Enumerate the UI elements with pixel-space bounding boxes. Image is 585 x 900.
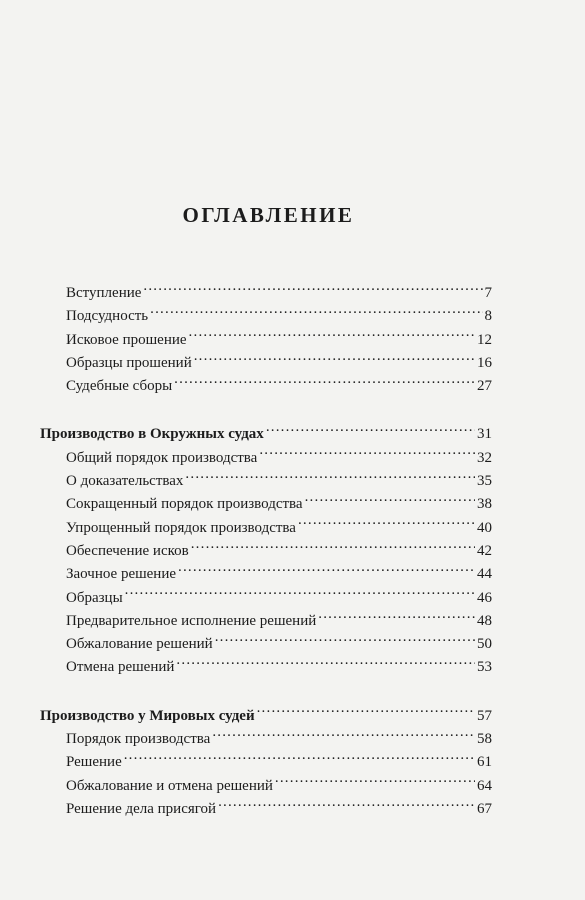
toc-entry-label: Заочное решение (66, 566, 177, 583)
toc-entry-label: Упрощенный порядок производства (66, 519, 296, 536)
toc-entry-label: Образцы прошений (66, 354, 192, 371)
dot-leader (266, 423, 475, 438)
toc-entry-label: Вступление (66, 285, 142, 301)
toc-entry-page: 61 (477, 754, 492, 771)
toc-entry-label: Общий порядок производства (66, 449, 258, 466)
toc-entry[interactable] (0, 540, 492, 563)
toc-entry[interactable] (0, 563, 492, 586)
toc-entry-label: Решение дела присягой (66, 800, 217, 817)
toc-entry-page: 42 (477, 542, 492, 559)
dot-leader (191, 540, 475, 555)
dot-leader (143, 282, 482, 297)
toc-entry[interactable] (0, 517, 492, 540)
toc-entry-page: 48 (477, 612, 492, 629)
toc-entry[interactable] (0, 633, 492, 656)
dot-leader (185, 470, 475, 485)
toc-entry-page: 8 (484, 308, 492, 325)
dot-leader (259, 447, 475, 462)
toc-entry[interactable] (0, 798, 492, 821)
toc-entry-page: 35 (477, 473, 492, 490)
toc-entry[interactable] (0, 329, 492, 352)
toc-entry-label: О доказательствах (66, 473, 184, 490)
toc-entry-page: 64 (477, 777, 492, 794)
toc-heading-label: Производство у Мировых судей (40, 707, 255, 724)
toc-section-district-courts (0, 423, 585, 679)
toc-entry-label: Сокращенный порядок производства (66, 496, 303, 513)
toc-heading-label: Производство в Окружных судах (40, 426, 264, 443)
toc-entry-page: 53 (477, 659, 492, 676)
toc-entry[interactable] (0, 352, 492, 375)
toc-entry[interactable] (0, 751, 492, 774)
toc-entry-page: 27 (477, 378, 492, 395)
toc-section-heading[interactable] (0, 705, 492, 728)
dot-leader (305, 493, 475, 508)
dot-leader (298, 517, 475, 532)
dot-leader (124, 751, 475, 766)
toc-entry-page: 32 (477, 449, 492, 466)
toc-entry[interactable] (0, 305, 492, 328)
toc-entry-label: Исковое прошение (66, 331, 187, 348)
toc-entry-label: Обжалование и отмена решений (66, 777, 273, 794)
toc-entry-page: 50 (477, 636, 492, 653)
dot-leader (174, 375, 475, 390)
toc-entry[interactable] (0, 656, 492, 679)
toc-section-intro (0, 282, 585, 398)
dot-leader (178, 563, 475, 578)
dot-leader (318, 610, 475, 625)
toc-entry[interactable] (0, 493, 492, 516)
toc-entry-label: Отмена решений (66, 659, 175, 676)
toc-entry-page: 12 (477, 331, 492, 348)
toc-entry-label: Обжалование решений (66, 636, 213, 653)
dot-leader (176, 656, 475, 671)
toc-entry-page: 7 (484, 285, 492, 301)
toc-entry-label: Судебные сборы (66, 378, 173, 395)
dot-leader (218, 798, 475, 813)
toc-entry[interactable] (0, 728, 492, 751)
toc-entry-label: Решение (66, 754, 122, 771)
page-title: ОГЛАВЛЕНИЕ (182, 203, 355, 227)
toc-entry[interactable] (0, 447, 492, 470)
dot-leader (257, 705, 475, 720)
toc-entry-page: 67 (477, 800, 492, 817)
dot-leader (125, 587, 475, 602)
toc-heading-page: 31 (477, 426, 492, 443)
toc-entry[interactable] (0, 375, 492, 398)
dot-leader (189, 329, 475, 344)
dot-leader (215, 633, 475, 648)
toc-section-heading[interactable] (0, 423, 492, 446)
toc-heading-page: 57 (477, 707, 492, 724)
dot-leader (150, 305, 482, 320)
toc-entry-page: 16 (477, 354, 492, 371)
toc-entry-label: Подсудность (66, 308, 149, 325)
toc-entry-label: Предварительное исполнение решений (66, 612, 317, 629)
toc-entry-page: 38 (477, 496, 492, 513)
toc-entry[interactable] (0, 610, 492, 633)
toc-entry[interactable] (0, 282, 492, 305)
toc-entry[interactable] (0, 470, 492, 493)
toc-entry-label: Порядок производства (66, 731, 211, 748)
dot-leader (275, 775, 475, 790)
toc-entry-page: 46 (477, 589, 492, 606)
dot-leader (212, 728, 475, 743)
toc-entry[interactable] (0, 775, 492, 798)
toc-entry-label: Образцы (66, 589, 123, 606)
toc-entry-page: 58 (477, 731, 492, 748)
toc-entry-label: Обеспечение исков (66, 542, 189, 559)
toc-entry-page: 40 (477, 519, 492, 536)
toc-entry[interactable] (0, 587, 492, 610)
table-of-contents (0, 282, 585, 821)
toc-section-justices-of-peace (0, 705, 585, 821)
toc-entry-page: 44 (477, 566, 492, 583)
dot-leader (194, 352, 475, 367)
